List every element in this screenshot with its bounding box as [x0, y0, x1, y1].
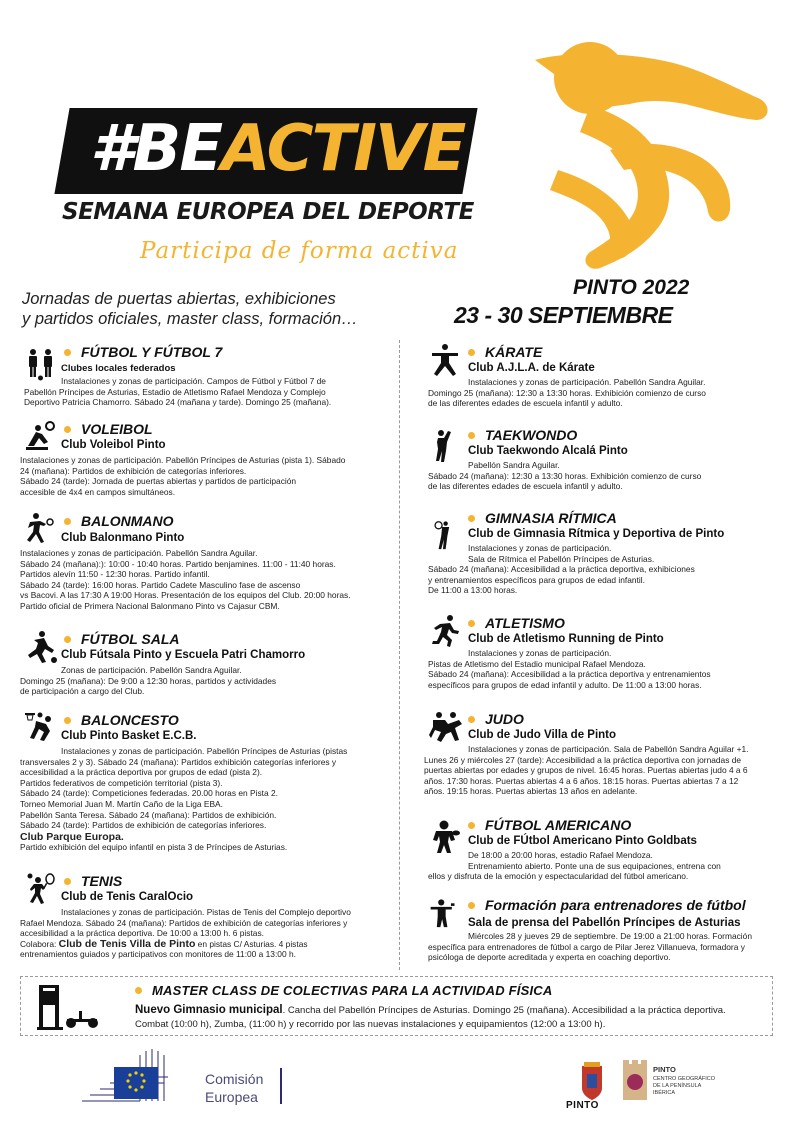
- desc-line: de las diferentes edades de escuela infantil y adulto.: [428, 398, 623, 409]
- eu-line: Comisión: [205, 1071, 264, 1087]
- geo-center-subtitle: CENTRO GEOGRÁFICO DE LA PENÍNSULA IBÉRICA: [653, 1076, 716, 1096]
- pinto-name: PINTO: [566, 1100, 599, 1111]
- hashtag-accent: ACTIVE: [221, 112, 465, 186]
- bullet-icon: [468, 822, 475, 829]
- club-name: Club de Tenis CaralOcio: [61, 891, 194, 903]
- desc-line: Sábado 24 (tarde): Competiciones federadas. 20.00 horas en Pista 2.: [20, 788, 278, 799]
- section-title: FÚTBOL SALA: [81, 631, 180, 647]
- bullet-icon: [64, 636, 71, 643]
- desc-line: específica para entrenadores de fútbol a cargo de Pilar Jerez Villanueva, formadora y: [428, 941, 745, 952]
- colab-suffix: en pistas C/ Asturias. 4 pistas: [195, 938, 308, 949]
- desc-line: De 18:00 a 20:00 horas, estadio Rafael Mendoza.: [468, 850, 653, 860]
- desc-line: Partidos federativos de competición territorial (pista 3).: [20, 777, 223, 788]
- section-description: [428, 648, 711, 690]
- desc-line: y entrenamientos específicos para grupos de edad infantil.: [428, 574, 645, 585]
- hashtag-title: [90, 112, 464, 186]
- desc-line: Pabellón Sandra Aguilar.: [468, 460, 560, 470]
- bullet-icon: [468, 515, 475, 522]
- tagline: Participa de forma activa: [140, 238, 459, 264]
- desc-line: Instalaciones y zonas de participación. Pabellón Sandra Aguilar.: [20, 548, 258, 558]
- section-description: [428, 460, 701, 492]
- eu-line: Europea: [205, 1089, 258, 1105]
- desc-line: Miércoles 28 y jueves 29 de septiembre. De 19:00 a 21:00 horas. Formación: [468, 931, 752, 941]
- desc-line: Torneo Memorial Juan M. Martín Caño de la Liga EBA.: [20, 798, 223, 809]
- desc-line: Instalaciones y zonas de participación. Pistas de Tenis del Complejo deportivo: [61, 907, 351, 917]
- desc-line: Partidos alevín 11:50 - 12:30 horas. Partido infantil.: [20, 569, 210, 580]
- master-class-line: Combat (10:00 h), Zumba, (11:00 h) y recorrido por las nuevas instalaciones y equipamientos (12:00 a 13:00 h).: [135, 1019, 606, 1030]
- club-name: Club de Judo Villa de Pinto: [468, 729, 617, 741]
- bullet-icon: [468, 620, 475, 627]
- section-description: [20, 907, 351, 960]
- bullet-icon: [64, 426, 71, 433]
- desc-line: Sábado 24 (mañana): 12:30 a 13:30 horas. Exhibición comienzo de curso: [428, 470, 702, 481]
- desc-line: de participación a cargo del Club.: [20, 686, 145, 697]
- desc-line: Deportivo Patricia Chamorro. Sábado 24 (mañana y tarde). Domingo 25 (mañana).: [24, 397, 332, 408]
- desc-line: Instalaciones y zonas de participación. Pabellón Príncipes de Asturias (pista 1). Sábado: [20, 455, 346, 465]
- section-title: TENIS: [81, 873, 123, 889]
- section-title: KÁRATE: [485, 344, 543, 360]
- handball-icon: [24, 512, 58, 546]
- athletics-icon: [428, 614, 462, 648]
- desc-line: psicóloga de deporte acreditada y experta en coaching deportivo.: [428, 952, 671, 963]
- event-place: PINTO 2022: [573, 276, 690, 299]
- section-description: [20, 665, 276, 697]
- section-title: FÚTBOL AMERICANO: [485, 817, 632, 833]
- volleyball-icon: [24, 420, 58, 454]
- gym-equipment-icon: [35, 983, 105, 1031]
- master-class-details: . Cancha del Pabellón Príncipes de Asturias. Domingo 25 (mañana). Accesibilidad a la práctica deportiva.: [282, 1005, 726, 1016]
- section-description: [428, 377, 706, 409]
- club-name: Sala de prensa del Pabellón Príncipes de Asturias: [468, 917, 741, 929]
- event-subtitle: SEMANA EUROPEA DEL DEPORTE: [62, 199, 474, 225]
- desc-line: años. 17:30 horas. Puertas abiertas 4 a 6 años. 18:15 horas. Puertas abiertas 7 a 12: [424, 775, 739, 786]
- bullet-icon: [135, 987, 142, 994]
- desc-line: Pabellón Santa Teresa. Sábado 24 (mañana): Partidos de exhibición.: [20, 809, 277, 820]
- bullet-icon: [64, 878, 71, 885]
- bullet-icon: [468, 716, 475, 723]
- club-name: Clubes locales federados: [61, 363, 176, 374]
- desc-line: Sábado 24 (tarde): Jornada de puertas abiertas y partidos de participación: [20, 476, 297, 487]
- club-name: Club Fútsala Pinto y Escuela Patri Chamorro: [61, 649, 306, 661]
- colab-club: Club de Tenis Villa de Pinto: [58, 937, 196, 950]
- bullet-icon: [468, 902, 475, 909]
- desc-line: Sábado 24 (mañana): Accesibilidad a la práctica deportiva, exhibiciones: [428, 564, 695, 575]
- column-divider: [399, 340, 400, 970]
- section-description: [428, 543, 695, 596]
- section-title: TAEKWONDO: [485, 427, 578, 443]
- section-title: Formación para entrenadores de fútbol: [485, 897, 746, 913]
- desc-line: [20, 939, 351, 950]
- section-title: JUDO: [485, 711, 524, 727]
- club-name: Club de Gimnasia Rítmica y Deportiva de Pinto: [468, 528, 725, 540]
- section-title: GIMNASIA RÍTMICA: [485, 510, 617, 526]
- club-name: Club Voleibol Pinto: [61, 439, 166, 451]
- desc-line: Instalaciones y zonas de participación. Pabellón Príncipes de Asturias (pistas: [61, 746, 348, 756]
- desc-line: Partido exhibición del equipo infantil en pista 3 de Príncipes de Asturias.: [20, 842, 288, 853]
- desc-line: Sábado 24 (mañana): Accesibilidad a la práctica deportiva y entrenamientos: [428, 669, 711, 680]
- section-description: [424, 744, 749, 797]
- intro-text: [22, 289, 442, 329]
- section-title: VOLEIBOL: [81, 421, 153, 437]
- desc-line: Zonas de participación. Pabellón Sandra Aguilar.: [61, 665, 242, 675]
- desc-line: Instalaciones y zonas de participación.: [468, 648, 612, 658]
- eu-label: [205, 1070, 263, 1106]
- club-name: Club Taekwondo Alcalá Pinto: [468, 445, 628, 457]
- bullet-icon: [64, 717, 71, 724]
- desc-line: ellos y disfruta de la emoción y espectacularidad del fútbol americano.: [428, 871, 689, 882]
- desc-line: Sábado 24 (mañana):): 10:00 - 10:40 horas. Partido benjamines. 11:00 - 11:40 horas.: [20, 558, 336, 569]
- section-title: BALONCESTO: [81, 712, 179, 728]
- desc-line: puertas abiertas por edades y grupos de nivel. 16:45 horas. Puertas abiertas judo 4 a 6: [424, 765, 748, 776]
- desc-line: Rafael Mendoza. Sábado 24 (mañana): Partidos de exhibición de categorías inferiores y: [20, 917, 348, 928]
- event-dates: 23 - 30 SEPTIEMBRE: [454, 302, 673, 328]
- master-class-line: [135, 1004, 726, 1016]
- desc-line: accesibilidad a la práctica deportiva. De 10:00 a 13:00 h. 6 pistas.: [20, 928, 264, 939]
- extra-club-name: Club Parque Europa.: [20, 830, 124, 843]
- desc-line: De 11:00 a 13:00 horas.: [428, 585, 518, 596]
- judo-icon: [428, 710, 464, 744]
- desc-line: transversales 2 y 3). Sábado 24 (mañana): Partidos exhibición categorías inferiores y: [20, 756, 337, 767]
- section-description: [24, 376, 331, 408]
- bullet-icon: [468, 432, 475, 439]
- bullet-icon: [468, 349, 475, 356]
- desc-line: Instalaciones y zonas de participación.: [468, 543, 612, 553]
- basketball-icon: [24, 711, 58, 745]
- desc-line: Sábado 24 (tarde): 16:00 horas. Partido Cadete Masculino fase de ascenso: [20, 579, 301, 590]
- desc-line: Instalaciones y zonas de participación. Campos de Fútbol y Fútbol 7 de: [61, 376, 326, 386]
- desc-line: Domingo 25 (mañana): De 9:00 a 12:30 horas, partidos y actividades: [20, 675, 277, 686]
- section-description: [20, 746, 347, 853]
- section-description: [428, 931, 752, 963]
- club-name: Club de Atletismo Running de Pinto: [468, 633, 664, 645]
- section-description: [20, 548, 351, 612]
- section-title: FÚTBOL Y FÚTBOL 7: [81, 344, 223, 360]
- futsal-icon: [24, 630, 58, 664]
- desc-line: de las diferentes edades de escuela infantil y adulto.: [428, 481, 623, 492]
- section-description: [20, 455, 345, 497]
- karate-icon: [428, 343, 462, 377]
- intro-line: y partidos oficiales, master class, formación…: [22, 310, 358, 328]
- tennis-icon: [24, 872, 58, 906]
- club-name: Club de FÚtbol Americano Pinto Goldbats: [468, 835, 697, 847]
- desc-line: Partido oficial de Primera Nacional Balonmano Pinto vs Cajasur CBM.: [20, 600, 280, 611]
- desc-line: Domingo 25 (mañana): 12:30 a 13:30 horas. Exhibición comienzo de curso: [428, 387, 706, 398]
- desc-line: Lunes 26 y miércoles 27 (tarde): Accesibilidad a la práctica deportiva con jornadas de: [424, 754, 742, 765]
- runner-logo-icon: [440, 20, 780, 280]
- club-name: Club Pinto Basket E.C.B.: [61, 730, 197, 742]
- intro-line: Jornadas de puertas abiertas, exhibiciones: [22, 290, 336, 308]
- geo-center-title: PINTO: [653, 1065, 676, 1074]
- desc-line: entrenamientos guiados y participativos con monitores de 11:00 a 13:00 h.: [20, 949, 296, 960]
- desc-line: vs Bacovi. A las 17:30 A 19:00 Horas. Presentación de los equipos del Club. 20:00 horas.: [20, 590, 351, 601]
- bullet-icon: [64, 349, 71, 356]
- coach-icon: [428, 896, 458, 930]
- desc-line: Sala de Rítmica el Pabellón Príncipes de Asturias.: [468, 553, 655, 564]
- club-name: Club Balonmano Pinto: [61, 532, 185, 544]
- hashtag-prefix: #BE: [90, 112, 222, 186]
- desc-line: 24 (mañana): Partidos de exhibición de categorías inferiores.: [20, 465, 247, 476]
- desc-line: Pabellón Príncipes de Asturias, Estadio de Atletismo Rafael Mendoza y Complejo: [24, 386, 326, 397]
- desc-line: Sábado 24 (tarde): Partidos de exhibición de categorías inferiores.: [20, 820, 267, 831]
- master-class-venue: Nuevo Gimnasio municipal: [135, 1004, 283, 1016]
- desc-line: Pistas de Atletismo del Estadio municipal Rafael Mendoza.: [428, 658, 646, 669]
- section-description: [428, 850, 721, 882]
- section-title: BALONMANO: [81, 513, 174, 529]
- master-class-box: [20, 976, 773, 1036]
- eu-divider: [280, 1068, 282, 1104]
- section-title: ATLETISMO: [485, 615, 565, 631]
- desc-line: accesible de 4x4 en campos simultáneos.: [20, 486, 176, 497]
- desc-line: años. 19:15 horas. Puertas abiertas 13 años en adelante.: [424, 786, 638, 797]
- desc-line: Instalaciones y zonas de participación. Sala de Pabellón Sandra Aguilar +1.: [468, 744, 749, 754]
- master-class-title: MASTER CLASS DE COLECTIVAS PARA LA ACTIVIDAD FÍSICA: [152, 983, 553, 998]
- desc-line: accesibilidad a la práctica deportiva por grupos de edad (pista 2).: [20, 767, 263, 778]
- desc-line: Instalaciones y zonas de participación. Pabellón Sandra Aguilar.: [468, 377, 706, 387]
- desc-line: específicos para grupos de edad infantil y adulto. De 11:00 a 13:00 horas.: [428, 679, 702, 690]
- club-name: Club A.J.L.A. de Kárate: [468, 362, 595, 374]
- colab-prefix: Colabora:: [20, 938, 59, 949]
- geographic-center-logo-icon: [620, 1060, 650, 1104]
- bullet-icon: [64, 518, 71, 525]
- desc-line: Entrenamiento abierto. Ponte una de sus equipaciones, entrena con: [468, 860, 721, 871]
